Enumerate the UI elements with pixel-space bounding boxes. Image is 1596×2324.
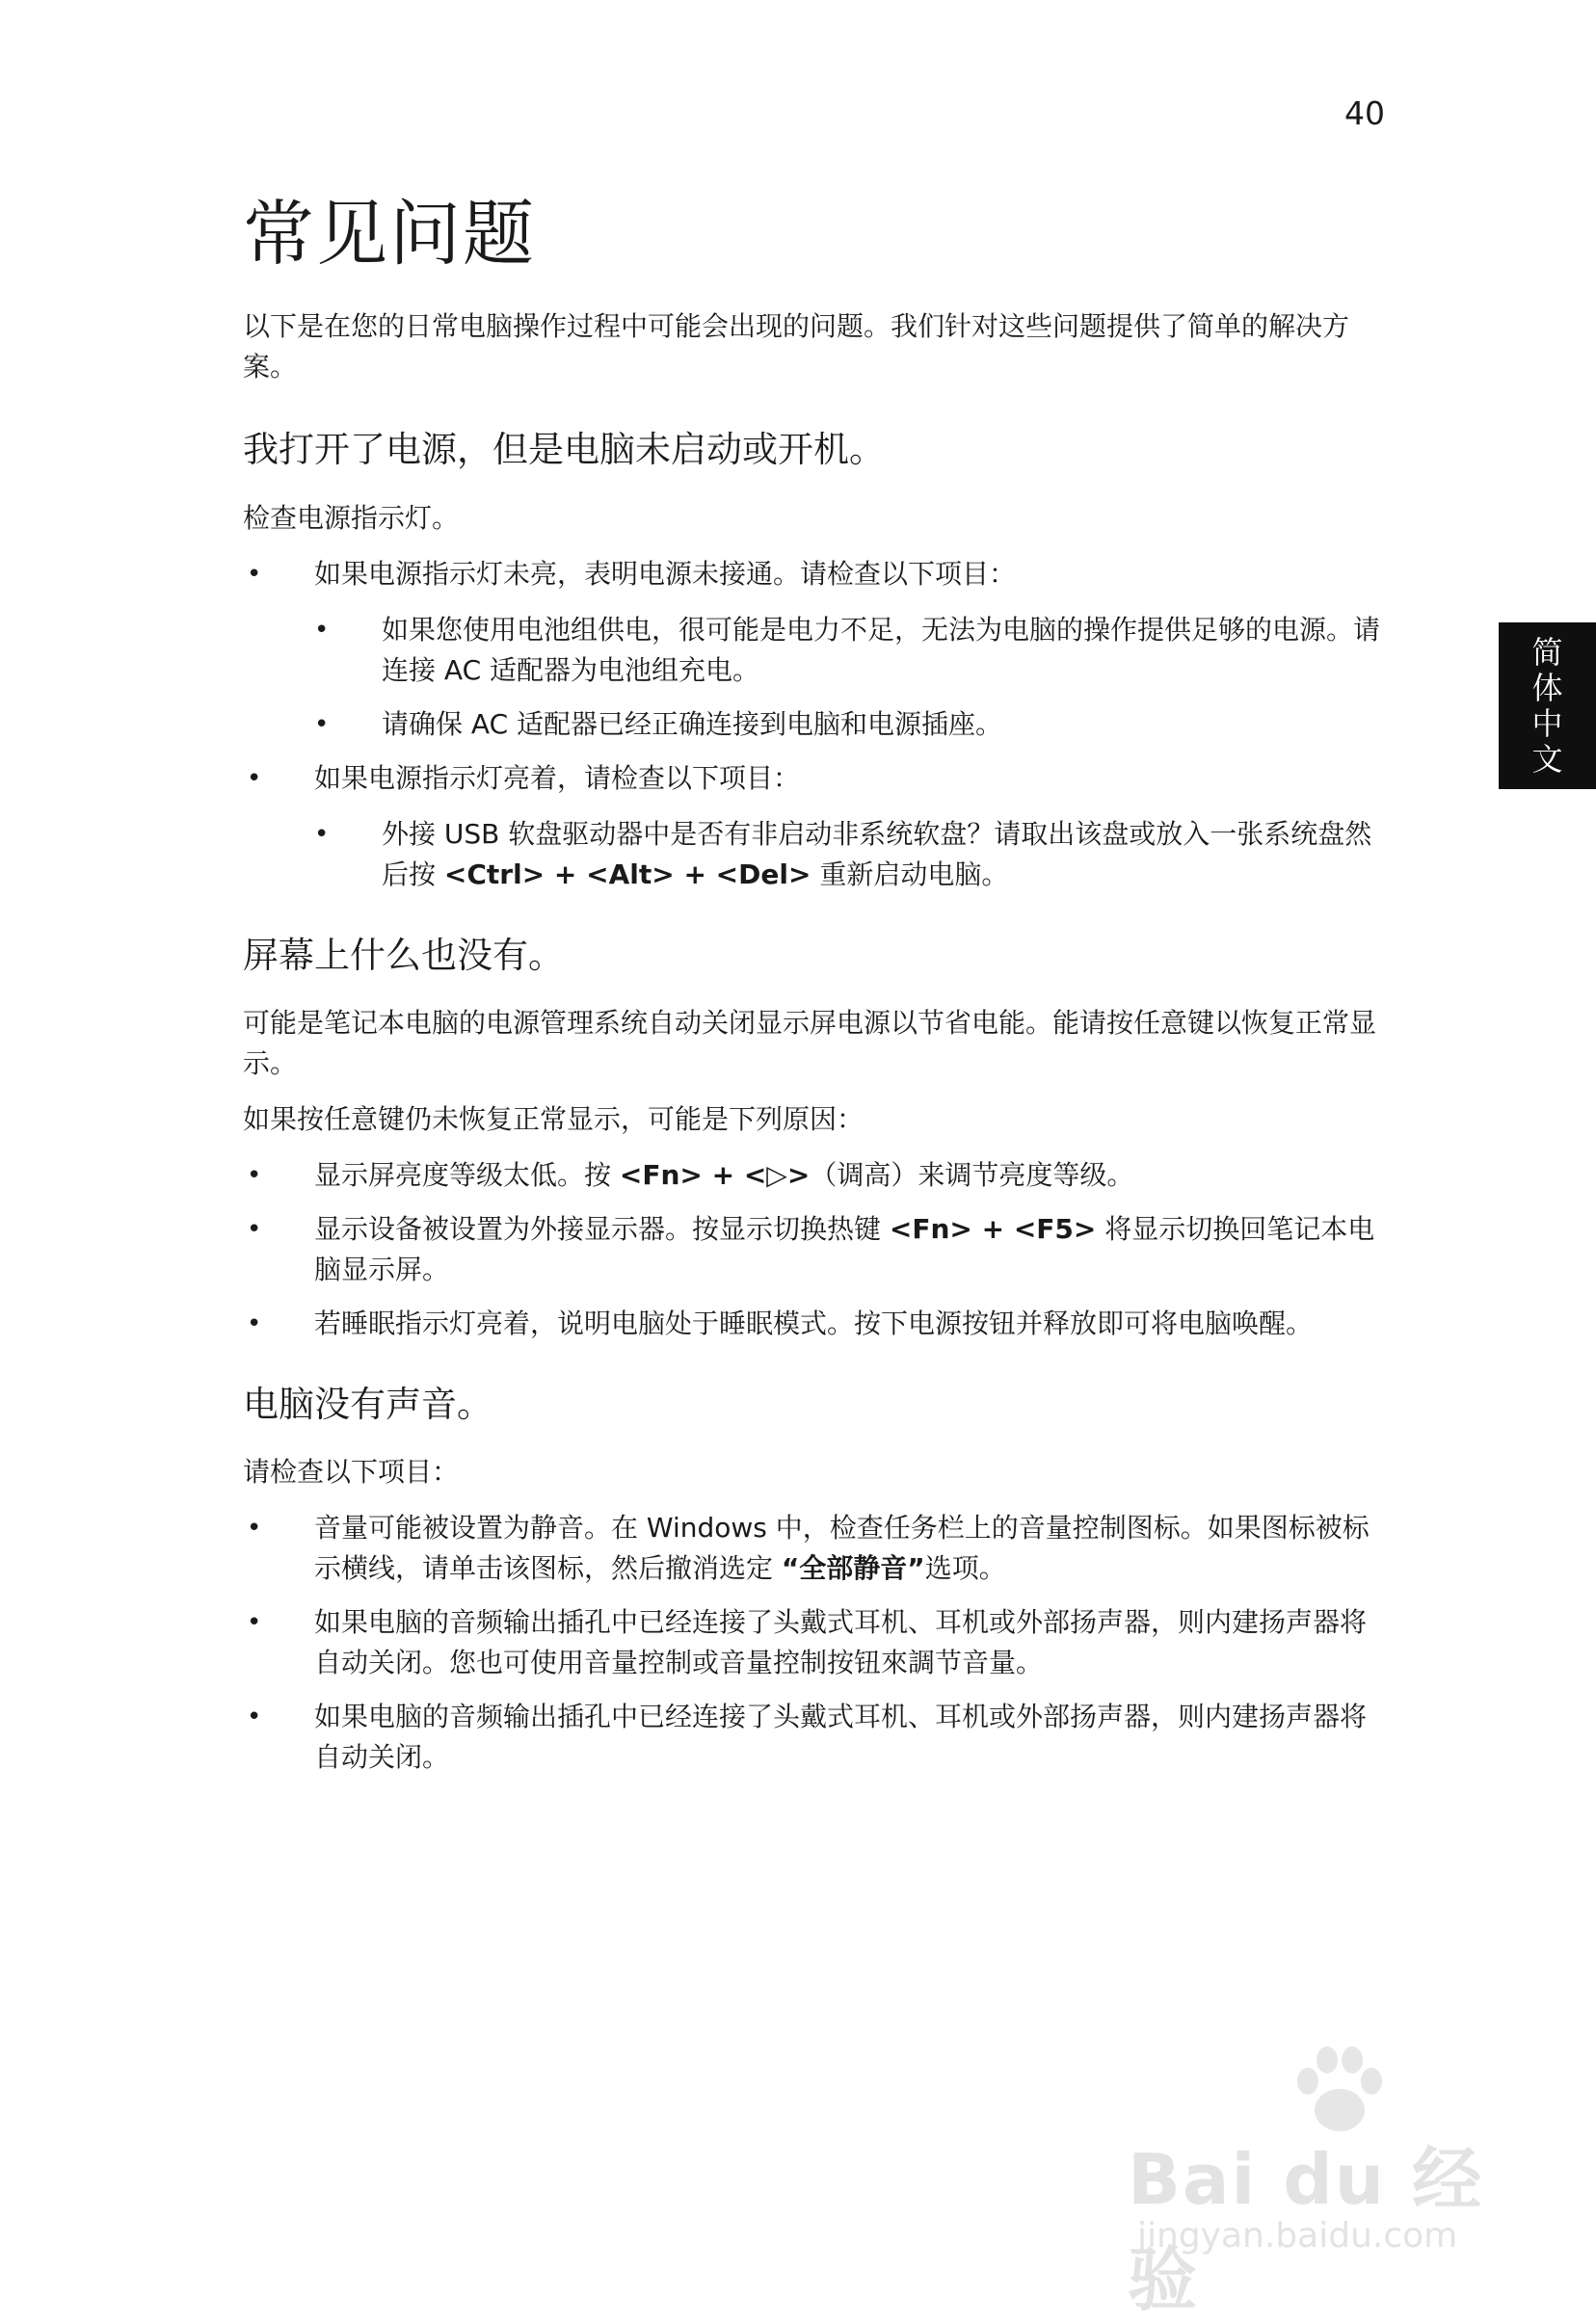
list-item-text: 如果电脑的音频输出插孔中已经连接了头戴式耳机、耳机或外部扬声器，则内建扬声器将自动关闭。您也可使用音量控制或音量控制按钮來調节音量。: [314, 1606, 1368, 1678]
section-heading-power: 我打开了电源，但是电脑未启动或开机。: [243, 429, 885, 470]
list-item: [243, 1209, 1380, 1290]
list-item: [243, 704, 1380, 745]
section-lead: 请检查以下项目：: [243, 1456, 460, 1488]
list-item: [243, 610, 1380, 691]
section-paragraph: 如果按任意键仍未恢复正常显示，可能是下列原因：: [243, 1103, 864, 1135]
side-tab-char: 文: [1531, 740, 1563, 778]
list-item: [243, 1602, 1380, 1683]
page-content: [243, 193, 1380, 1778]
page-title: 常见问题: [243, 193, 536, 276]
baidu-watermark: [1118, 2043, 1523, 2320]
bullet-list: [243, 1508, 1380, 1778]
key-combo: <Fn> + <F5>: [889, 1213, 1097, 1245]
emphasis-text: “全部静音”: [781, 1552, 925, 1584]
key-combo: <Fn> + <▷>: [619, 1159, 811, 1191]
side-tab-char: 中: [1531, 704, 1563, 742]
watermark-url: jingyan.baidu.com: [1137, 2216, 1458, 2256]
section-paragraph: 可能是笔记本电脑的电源管理系统自动关闭显示屏电源以节省电能。能请按任意键以恢复正常显示。: [243, 1007, 1377, 1079]
watermark-logo-text: Bai du 经验: [1128, 2139, 1484, 2320]
list-item-text: 请确保 AC 适配器已经正确连接到电脑和电源插座。: [382, 708, 1003, 740]
list-item: [243, 1508, 1380, 1589]
section-lead: 检查电源指示灯。: [243, 502, 460, 534]
bullet-icon: •: [247, 1514, 262, 1543]
list-item-text: 将显示切换回笔记本电脑显示屏。: [314, 1213, 1375, 1285]
list-item: [243, 1155, 1380, 1196]
list-item: [243, 1697, 1380, 1778]
list-item: [243, 554, 1380, 594]
list-item-text: 音量可能被设置为静音。在 Windows 中，检查任务栏上的音量控制图标。如果图标被标示横线，请单击该图标，然后撤消选定: [314, 1512, 1370, 1584]
side-tab-char: 体: [1531, 669, 1563, 706]
list-item: [243, 1304, 1380, 1344]
bullet-icon: •: [314, 710, 330, 739]
bullet-icon: •: [247, 1703, 262, 1731]
page-number: 40: [1344, 94, 1385, 132]
list-item-text: （调高）来调节亮度等级。: [810, 1159, 1134, 1191]
bullet-icon: •: [314, 820, 330, 849]
list-item-text: 显示屏亮度等级太低。按: [314, 1159, 620, 1191]
list-item-text: 如果您使用电池组供电，很可能是电力不足，无法为电脑的操作提供足够的电源。请连接 AC 适配器为电池组充电。: [382, 614, 1381, 686]
list-item: [243, 814, 1380, 895]
list-item-text: 如果电源指示灯亮着，请检查以下项目：: [314, 762, 801, 794]
section-heading-sound: 电脑没有声音。: [243, 1384, 492, 1425]
bullet-icon: •: [247, 1215, 262, 1244]
section-heading-screen: 屏幕上什么也没有。: [243, 935, 564, 976]
bullet-icon: •: [247, 1161, 262, 1190]
bullet-icon: •: [247, 764, 262, 793]
bullet-icon: •: [247, 1309, 262, 1338]
list-item-text: 显示设备被设置为外接显示器。按显示切换热键: [314, 1213, 890, 1245]
list-item-text: 重新启动电脑。: [811, 858, 1009, 890]
sub-bullet-list: [243, 610, 1380, 745]
bullet-icon: •: [314, 616, 330, 645]
language-side-tab: [1499, 622, 1596, 789]
side-tab-char: 简: [1531, 633, 1563, 671]
key-combo: <Ctrl> + <Alt> + <Del>: [443, 858, 811, 890]
bullet-list: [243, 554, 1380, 594]
list-item-text: 选项。: [924, 1552, 1006, 1584]
bullet-icon: •: [247, 1608, 262, 1637]
bullet-list: [243, 758, 1380, 799]
bullet-list: [243, 1155, 1380, 1344]
sub-bullet-list: [243, 814, 1380, 895]
intro-paragraph: 以下是在您的日常电脑操作过程中可能会出现的问题。我们针对这些问题提供了简单的解决方案。: [243, 310, 1350, 383]
list-item-text: 若睡眠指示灯亮着，说明电脑处于睡眠模式。按下电源按钮并释放即可将电脑唤醒。: [314, 1307, 1314, 1339]
list-item-text: 如果电脑的音频输出插孔中已经连接了头戴式耳机、耳机或外部扬声器，则内建扬声器将自动关闭。: [314, 1701, 1368, 1773]
list-item-text: 如果电源指示灯未亮，表明电源未接通。请检查以下项目：: [314, 558, 1017, 590]
list-item-text: 外接 USB 软盘驱动器中是否有非启动非系统软盘？请取出该盘或放入一张系统盘然后按: [382, 818, 1372, 890]
list-item: [243, 758, 1380, 799]
bullet-icon: •: [247, 560, 262, 589]
